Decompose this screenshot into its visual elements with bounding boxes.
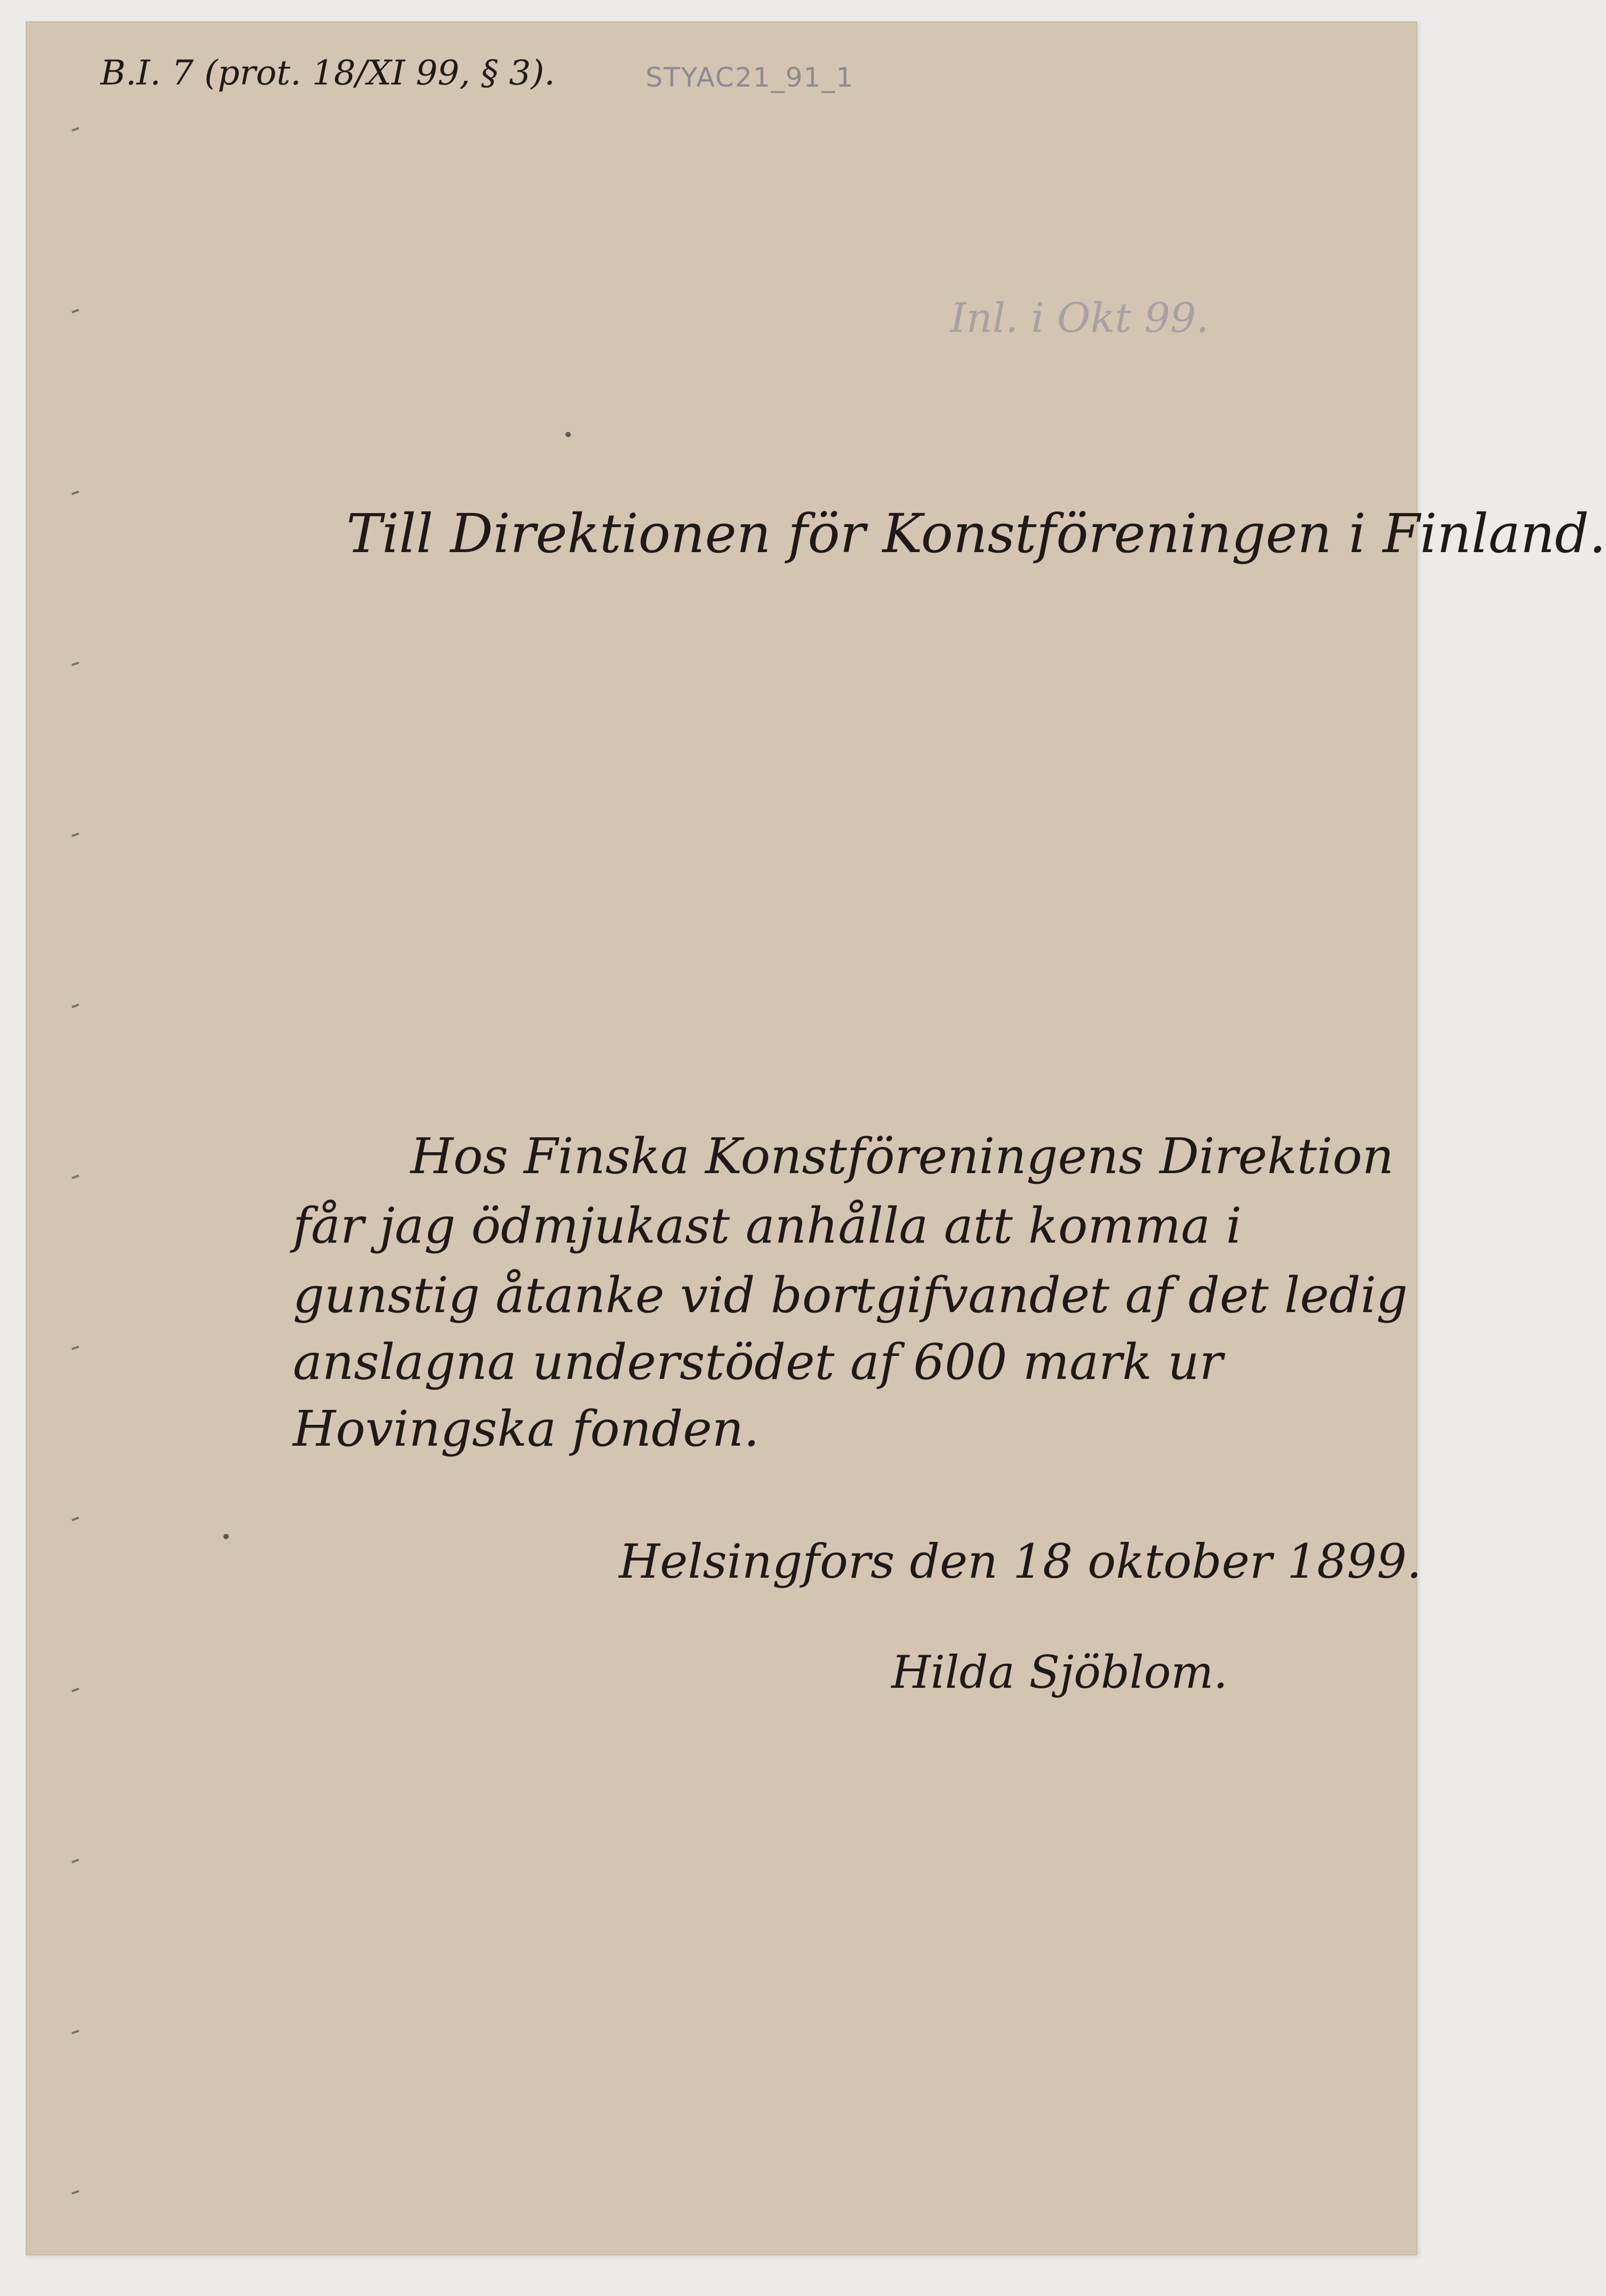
binding-mark [72, 127, 80, 132]
binding-mark [72, 833, 80, 837]
binding-mark [72, 491, 80, 495]
signature: Hilda Sjöblom. [891, 1646, 1228, 1698]
body-line: får jag ödmjukast anhålla att komma i [293, 1197, 1242, 1254]
binding-mark [72, 1346, 80, 1351]
binding-mark [72, 2190, 80, 2195]
binding-mark [72, 1004, 80, 1009]
binding-mark [72, 309, 80, 314]
binding-mark [72, 1175, 80, 1180]
body-line: gunstig åtanke vid bortgifvandet af det ledig [293, 1267, 1408, 1324]
binding-mark [72, 1688, 80, 1693]
binding-mark [72, 1859, 80, 1864]
salutation: Till Direktionen för Konstföreningen i Finland. [346, 502, 1606, 565]
pencil-note: Inl. i Okt 99. [950, 294, 1209, 342]
archive-reference: B.I. 7 (prot. 18/XI 99, § 3). [100, 53, 555, 93]
body-line: anslagna understödet af 600 mark ur [293, 1333, 1223, 1391]
body-line: Hos Finska Konstföreningens Direktion [410, 1128, 1394, 1185]
archive-id: STYAC21_91_1 [646, 62, 855, 93]
dateline: Helsingfors den 18 oktober 1899. [619, 1534, 1422, 1589]
ink-speck [565, 432, 571, 437]
binding-mark [72, 1517, 80, 1522]
letter-sheet [26, 21, 1606, 2255]
binding-mark [72, 2030, 80, 2035]
body-line: Hovingska fonden. [293, 1400, 759, 1457]
binding-mark [72, 662, 80, 666]
ink-speck [223, 1534, 229, 1539]
